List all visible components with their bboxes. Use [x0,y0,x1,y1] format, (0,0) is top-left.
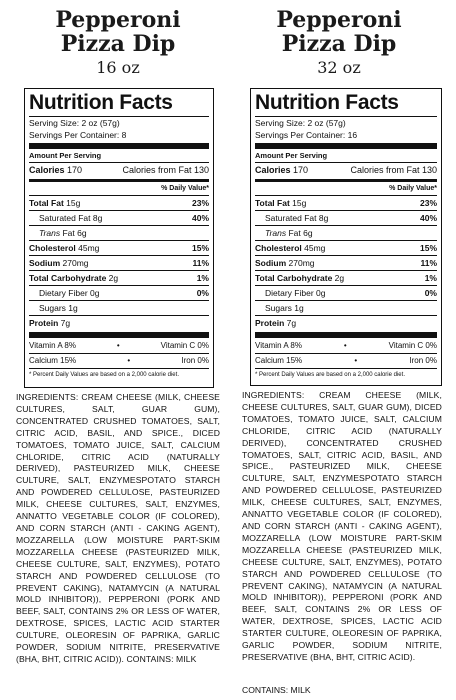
trans-fat-row [29,225,209,240]
calories-from-fat: Calories from Fat 130 [350,165,437,175]
fiber-row [255,285,437,300]
product-title [8,8,228,56]
sodium-dv: 11% [192,258,209,268]
cholesterol-dv: 15% [191,243,209,253]
saturated-fat-amount: 8g [318,213,329,223]
carbohydrate-row [255,270,437,285]
divider-thick [255,143,437,149]
sugars-row [29,300,209,315]
daily-value-footnote: * Percent Daily Values are based on a 2,000 calorie diet. [255,368,437,381]
sugars-label: Sugars 1g [39,303,78,313]
saturated-fat-dv: 40% [419,213,437,223]
trans-fat-label: Trans [39,228,61,238]
total-fat-dv: 23% [191,198,209,208]
trans-fat-amount: Fat 6g [62,228,87,238]
saturated-fat-row [255,210,437,225]
bullet-icon: • [354,356,358,365]
saturated-fat-label: Saturated Fat [39,213,91,223]
cholesterol-label: Cholesterol [29,243,76,253]
calories-value: 170 [293,165,309,175]
fiber-dv: 0% [196,288,209,298]
carbohydrate-amount: 2g [334,273,345,283]
divider-thick [29,332,209,338]
cholesterol-row [29,240,209,255]
calories-row [255,162,437,178]
divider-medium [255,179,437,182]
vitamin-row [255,339,437,353]
calories-value: 170 [67,165,83,175]
nutrition-facts-heading: Nutrition Facts [29,92,209,117]
product-title-line1: Pepperoni [55,7,181,33]
saturated-fat-dv: 40% [191,213,209,223]
amount-per-serving: Amount Per Serving [255,151,328,160]
protein-label: Protein [29,318,59,328]
protein-label: Protein [255,318,285,328]
fiber-label: Dietary Fiber 0g [265,288,326,298]
vitamin-a: Vitamin A 8% [29,341,76,350]
protein-amount: 7g [60,318,71,328]
calcium: Calcium 15% [255,356,303,365]
bullet-icon: • [127,356,131,365]
sodium-row [255,255,437,270]
nutrition-facts-heading: Nutrition Facts [255,92,437,117]
cholesterol-label: Cholesterol [255,243,302,253]
calories-from-fat: Calories from Fat 130 [122,165,209,175]
calories-row [29,162,209,178]
carbohydrate-label: Total Carbohydrate [29,273,107,283]
protein-row [255,315,437,330]
calories-label: Calories [255,165,291,175]
cholesterol-amount: 45mg [304,243,326,253]
trans-fat-amount: Fat 6g [288,228,313,238]
sodium-amount: 270mg [62,258,89,268]
divider-thick [29,143,209,149]
allergen-statement: CONTAINS: MILK [242,685,311,695]
daily-value-header: % Daily Value* [161,185,209,192]
daily-value-header: % Daily Value* [389,185,437,192]
serving-size: Serving Size: 2 oz (57g) [29,118,120,128]
servings-per-container: Servings Per Container: 8 [29,130,127,140]
product-size: 32 oz [317,58,361,77]
mineral-row [255,353,437,368]
fiber-dv: 0% [424,288,437,298]
product-column-32oz [230,0,448,695]
total-fat-row [255,195,437,210]
iron: Iron 0% [409,356,437,365]
sodium-dv: 11% [420,258,437,268]
sugars-row [255,300,437,315]
bullet-icon: • [116,341,120,350]
total-fat-amount: 15g [292,198,307,208]
total-fat-amount: 15g [66,198,81,208]
mineral-row [29,353,209,368]
iron: Iron 0% [181,356,209,365]
product-column-16oz [8,0,228,664]
product-size: 16 oz [96,58,140,77]
protein-row [29,315,209,330]
fiber-row [29,285,209,300]
product-title-line2: Pizza Dip [60,31,176,57]
sodium-row [29,255,209,270]
total-fat-row [29,195,209,210]
nutrition-facts-panel [24,88,214,388]
daily-value-footnote: * Percent Daily Values are based on a 2,000 calorie diet. [29,368,209,381]
fiber-label: Dietary Fiber 0g [39,288,100,298]
calories-label: Calories [29,165,65,175]
sodium-label: Sodium [29,258,61,268]
carbohydrate-row [29,270,209,285]
vitamin-row [29,339,209,353]
saturated-fat-row [29,210,209,225]
carbohydrate-amount: 2g [108,273,119,283]
divider-medium [29,179,209,182]
total-fat-dv: 23% [419,198,437,208]
bullet-icon: • [343,341,347,350]
divider-thick [255,332,437,338]
nutrition-facts-panel [250,88,442,386]
amount-per-serving: Amount Per Serving [29,151,102,160]
total-fat-label: Total Fat [29,198,64,208]
carbohydrate-dv: 1% [424,273,437,283]
product-title-line1: Pepperoni [276,7,402,33]
total-fat-label: Total Fat [255,198,290,208]
saturated-fat-amount: 8g [92,213,103,223]
ingredients-text: INGREDIENTS: CREAM CHEESE (MILK, CHEESE CULTURES, SALT, GUAR GUM), CONCENTRATED CRUSHED TOMATOES, SALT, CITRIC ACID, BASIL, AND SPICE., DICED TOMATOES, TOMATO JUICE, SALT, CALCIUM CHLORIDE, CITRIC ACID (NATURALLY DERIVED), PASTEURIZED MILK, CHEESE CULTURE, SALT, ENZYMESPOTATO STARCH AND POWDERED CELLULOSE, PASTEURIZED MILK, CHEESE CULTURES, SALT, ENZYMES, ANNATTO VEGETABLE COLOR (IF COLORED), AND CORN STARCH (ANTI - CAKING AGENT), MOZZARELLA (LOW MOISTURE PART-SKIM MOZZARELLA CHEESE (PASTEURIZED MILK, CHEESE CULTURE, SALT, ENZYMES), POTATO STARCH AND POWDERED CELLULOSE (TO PREVENT CAKING), NATAMYCIN (A NATURAL MOLD INHIBITOR)), PEPPERONI (PORK AND BEEF, SALT, CONTAINS 2% OR LESS OF WATER, DEXTROSE, SPICES, LACTIC ACID STARTER CULTURE, OLEORESIN OF PAPRIKA, GARLIC POWDER, SODIUM NITRITE, PRESERVATIVE (BHA, BHT, CITRIC ACID)). CONTAINS: MILK [16,392,220,664]
ingredients-text: INGREDIENTS: CREAM CHEESE (MILK, CHEESE CULTURES, SALT, GUAR GUM), DICED TOMATOES, TOMATO JUICE, SALT, CALCIUM CHLORIDE, CITRIC ACID (NATURALLY DERIVED), CONCENTRATED CRUSHED TOMATOES, SALT, CITRIC ACID, BASIL, AND SPICE., PASTEURIZED MILK, CHEESE CULTURE, SALT, ENZYMESPOTATO STARCH AND POWDERED CELLULOSE, PASTEURIZED MILK, CHEESE CULTURES, SALT, ENZYMES, ANNATTO VEGETABLE COLOR (IF COLORED), AND CORN STARCH (ANTI - CAKING AGENT), MOZZARELLA (LOW MOISTURE PART-SKIM MOZZARELLA CHEESE (PASTEURIZED MILK, CHEESE CULTURE, SALT, ENZYMES), POTATO STARCH AND POWDERED CELLULOSE (TO PREVENT CAKING), NATAMYCIN (A NATURAL MOLD INHIBITOR)), PEPPERONI (PORK AND BEEF, SALT, CONTAINS 2% OR LESS OF WATER, DEXTROSE, SPICES, LACTIC ACID STARTER CULTURE, OLEORESIN OF PAPRIKA, GARLIC POWDER, SODIUM NITRITE, PRESERVATIVE (BHA, BHT, CITRIC ACID). [242,390,442,662]
sodium-label: Sodium [255,258,287,268]
product-title-line2: Pizza Dip [281,31,397,57]
carbohydrate-label: Total Carbohydrate [255,273,333,283]
cholesterol-row [255,240,437,255]
servings-per-container: Servings Per Container: 16 [255,130,358,140]
trans-fat-row [255,225,437,240]
product-title [230,8,448,56]
protein-amount: 7g [286,318,297,328]
sodium-amount: 270mg [288,258,315,268]
calcium: Calcium 15% [29,356,77,365]
vitamin-c: Vitamin C 0% [388,341,437,350]
carbohydrate-dv: 1% [196,273,209,283]
vitamin-a: Vitamin A 8% [255,341,302,350]
vitamin-c: Vitamin C 0% [160,341,209,350]
serving-size: Serving Size: 2 oz (57g) [255,118,346,128]
sugars-label: Sugars 1g [265,303,304,313]
cholesterol-amount: 45mg [78,243,100,253]
trans-fat-label: Trans [265,228,287,238]
saturated-fat-label: Saturated Fat [265,213,317,223]
cholesterol-dv: 15% [419,243,437,253]
